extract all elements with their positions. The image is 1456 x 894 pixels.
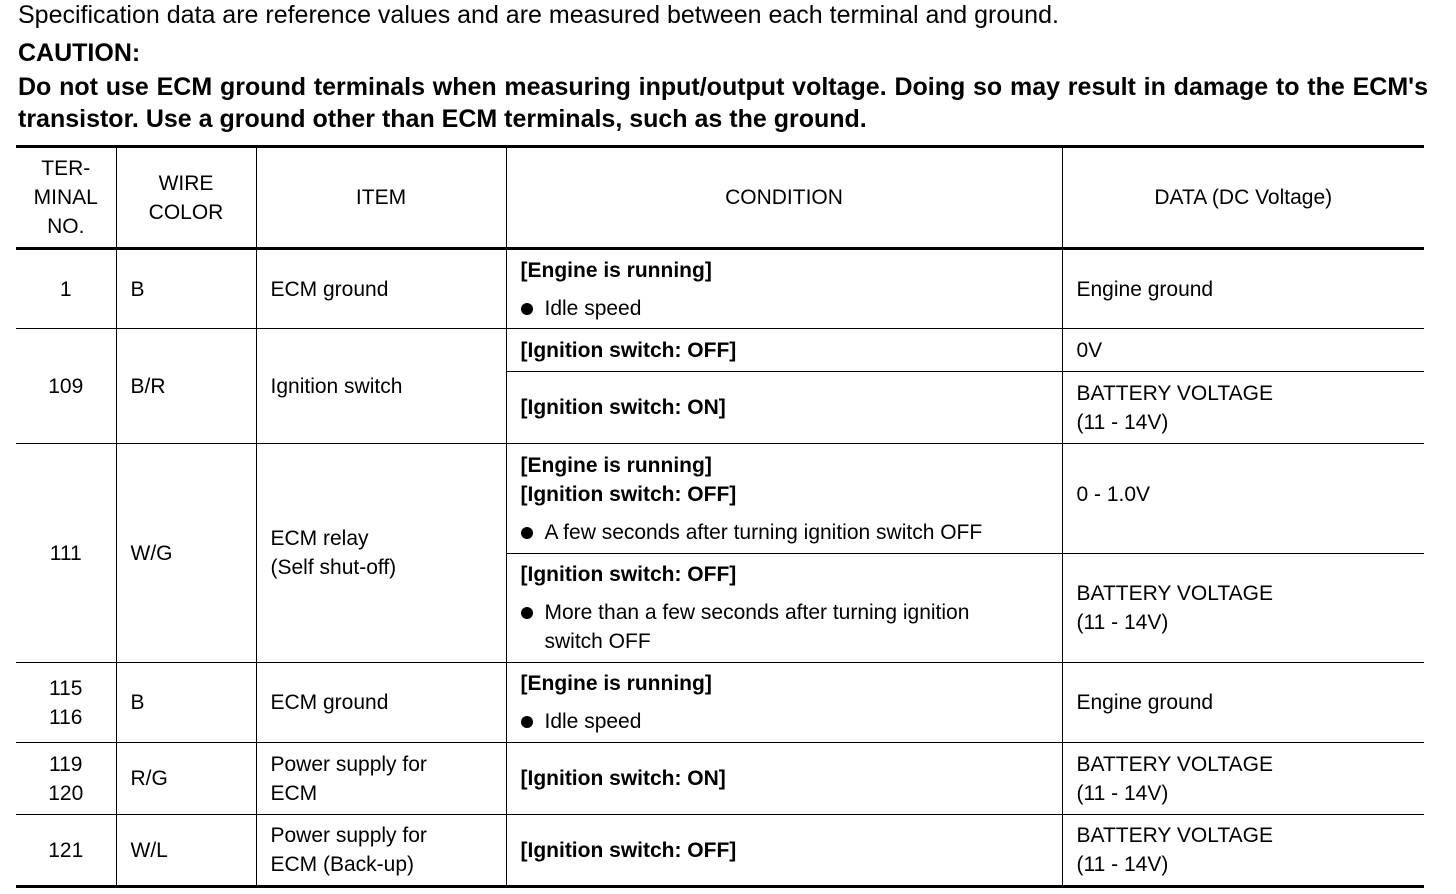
header-terminal-line1: TER- <box>41 157 91 180</box>
header-wire-color <box>116 147 256 249</box>
condition-label: [Ignition switch: OFF] <box>520 482 737 506</box>
condition-bullet-line2: switch OFF <box>544 630 651 653</box>
data-line1: BATTERY VOLTAGE <box>1076 824 1273 847</box>
terminal-cell: 1 <box>16 249 116 329</box>
condition-cell <box>506 663 1062 743</box>
item-cell: Ignition switch <box>256 329 506 444</box>
terminal-cell <box>16 663 116 743</box>
header-terminal-line2: MINAL <box>33 186 98 209</box>
item-cell: ECM ground <box>256 249 506 329</box>
terminal-cell <box>16 743 116 815</box>
bullet-icon <box>521 716 533 728</box>
item-line1: Power supply for <box>270 824 427 847</box>
condition-bullet-line1: More than a few seconds after turning ignition <box>544 601 970 624</box>
wire-color-cell: B/R <box>116 329 256 444</box>
condition-label: [Engine is running] <box>520 258 712 282</box>
condition-label: [Ignition switch: OFF] <box>520 838 737 862</box>
data-line1: BATTERY VOLTAGE <box>1076 752 1273 776</box>
condition-label: [Ignition switch: OFF] <box>520 563 737 586</box>
data-cell: Engine ground <box>1062 249 1424 329</box>
condition-bullet-text: A few seconds after turning ignition switch OFF <box>544 520 983 544</box>
item-line2: ECM (Back-up) <box>270 853 415 876</box>
terminal-cell: 121 <box>16 815 116 887</box>
data-line2: (11 - 14V) <box>1076 853 1169 876</box>
item-cell <box>256 815 506 887</box>
condition-label: [Ignition switch: ON] <box>520 396 726 419</box>
table-row <box>16 815 1424 887</box>
item-cell <box>256 743 506 815</box>
header-wire-line1: WIRE <box>158 171 214 195</box>
data-line2: (11 - 14V) <box>1076 611 1169 634</box>
condition-cell <box>506 249 1062 329</box>
header-condition: CONDITION <box>506 147 1062 249</box>
data-line2: (11 - 14V) <box>1076 410 1169 434</box>
data-line1: BATTERY VOLTAGE <box>1076 381 1273 405</box>
table-header-row <box>16 147 1424 249</box>
data-cell: 0 - 1.0V <box>1062 444 1424 554</box>
condition-cell <box>506 743 1062 815</box>
terminal-cell: 109 <box>16 329 116 444</box>
condition-label: [Engine is running] <box>520 453 712 477</box>
terminal-line2: 116 <box>49 705 83 729</box>
condition-bullet <box>521 518 1048 547</box>
data-cell <box>1062 372 1424 444</box>
header-data: DATA (DC Voltage) <box>1062 147 1424 249</box>
data-cell <box>1062 743 1424 815</box>
wire-color-cell: B <box>116 249 256 329</box>
condition-bullet-text: Idle speed <box>544 710 642 733</box>
header-terminal-line3: NO. <box>47 215 85 238</box>
caution-text: Do not use ECM ground terminals when measuring input/output voltage. Doing so may result in damage to the ECM's transistor. Use a ground other than ECM terminals, such as the ground. <box>18 73 1428 133</box>
condition-label: [Engine is running] <box>520 672 712 695</box>
item-cell <box>256 444 506 663</box>
wire-color-cell: R/G <box>116 743 256 815</box>
bullet-icon <box>521 607 533 619</box>
condition-cell <box>506 372 1062 444</box>
condition-cell <box>506 554 1062 663</box>
condition-bullet-text: Idle speed <box>544 296 642 320</box>
condition-label: [Ignition switch: OFF] <box>520 338 737 362</box>
condition-bullet <box>521 707 1048 736</box>
intro-text: Specification data are reference values and are measured between each terminal and ground. <box>18 1 1059 29</box>
table-row <box>16 329 1424 372</box>
condition-bullet <box>521 294 1048 323</box>
data-cell <box>1062 815 1424 887</box>
data-cell: 0V <box>1062 329 1424 372</box>
data-line2: (11 - 14V) <box>1076 781 1169 805</box>
condition-bullet <box>521 598 1048 656</box>
condition-cell <box>506 815 1062 887</box>
item-line2: (Self shut-off) <box>270 556 397 579</box>
condition-bullet-text <box>545 598 970 656</box>
data-cell <box>1062 554 1424 663</box>
header-item: ITEM <box>256 147 506 249</box>
data-line1: BATTERY VOLTAGE <box>1076 582 1273 605</box>
item-line1: ECM relay <box>270 527 369 550</box>
bullet-icon <box>521 303 533 315</box>
terminal-line1: 119 <box>49 752 83 776</box>
wire-color-cell: B <box>116 663 256 743</box>
bullet-icon <box>521 527 533 539</box>
condition-cell <box>506 444 1062 554</box>
terminal-line1: 115 <box>49 676 83 700</box>
table-row <box>16 444 1424 554</box>
item-line1: Power supply for <box>270 752 427 776</box>
table-row <box>16 249 1424 329</box>
terminal-cell: 111 <box>16 444 116 663</box>
table-row <box>16 663 1424 743</box>
header-terminal-no <box>16 147 116 249</box>
condition-cell <box>506 329 1062 372</box>
wire-color-cell: W/L <box>116 815 256 887</box>
item-cell: ECM ground <box>256 663 506 743</box>
item-line2: ECM <box>270 781 318 805</box>
wire-color-cell: W/G <box>116 444 256 663</box>
header-wire-line2: COLOR <box>148 200 224 224</box>
table-row <box>16 743 1424 815</box>
ecm-terminal-table <box>16 145 1424 888</box>
condition-label: [Ignition switch: ON] <box>520 767 726 790</box>
terminal-line2: 120 <box>48 781 84 805</box>
data-cell: Engine ground <box>1062 663 1424 743</box>
caution-heading: CAUTION: <box>18 39 141 67</box>
